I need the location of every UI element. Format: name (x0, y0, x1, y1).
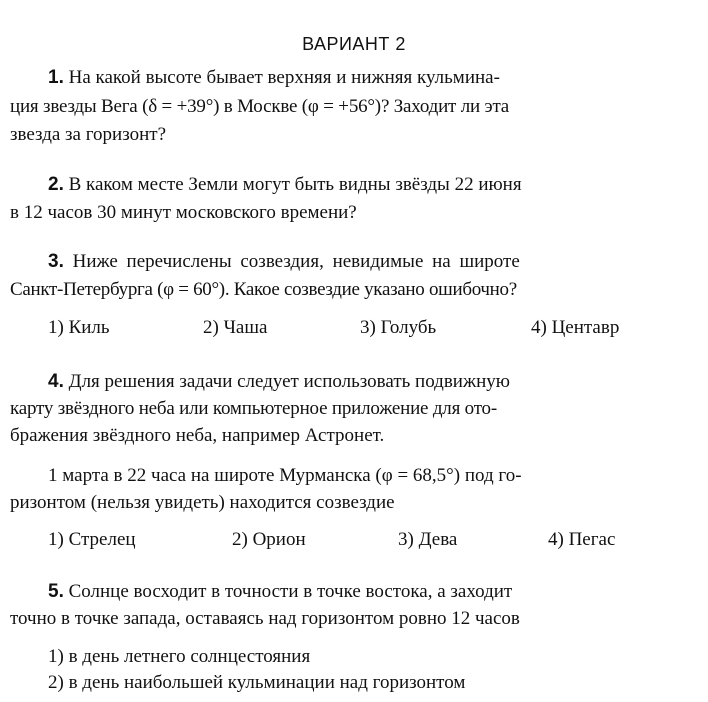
question-1-number: 1. (48, 67, 64, 88)
question-5-text-1: Солнце восходит в точности в точке востока, а заходит (68, 581, 513, 602)
question-5-option-2: 2) в день наибольшей кульминации над горизонтом (48, 672, 466, 693)
question-2-line-2: в 12 часов 30 минут московского времени? (10, 202, 357, 223)
question-5-line-1 (10, 580, 675, 604)
question-1-line-3: звезда за горизонт? (10, 124, 167, 145)
question-1-line-2: ция звезды Вега (δ = +39°) в Москве (φ = +56°)? Заходит ли эта (10, 96, 510, 117)
question-3-line-1 (10, 250, 675, 274)
question-2-text-1: В каком месте Земли могут быть видны звёзды 22 июня (68, 174, 522, 195)
question-4-line-4: 1 марта в 22 часа на широте Мурманска (φ = 68,5°) под го- (48, 465, 522, 486)
question-4-line-1 (10, 370, 675, 394)
question-4-text-1: Для решения задачи следует использовать подвижную (68, 371, 510, 392)
question-4-option-3: 3) Дева (398, 529, 458, 550)
question-4-option-2: 2) Орион (232, 529, 306, 550)
question-4-line-5: ризонтом (нельзя увидеть) находится созвездие (10, 492, 395, 513)
question-3-option-3: 3) Голубь (360, 317, 437, 338)
question-1-line-1 (10, 66, 675, 90)
question-4-number: 4. (48, 371, 64, 392)
question-4-option-4: 4) Пегас (548, 529, 616, 550)
question-5-number: 5. (48, 581, 64, 602)
question-4-option-1: 1) Стрелец (48, 529, 136, 550)
question-3-option-2: 2) Чаша (203, 317, 268, 338)
question-2-line-1 (10, 173, 675, 197)
question-5-option-1: 1) в день летнего солнцестояния (48, 646, 311, 667)
question-3-text-1: Ниже перечислены созвездия, невидимые на широте (72, 251, 520, 272)
question-4-line-3: бражения звёздного неба, например Астронет. (10, 425, 385, 446)
question-4-line-2: карту звёздного неба или компьютерное приложение для ото- (10, 398, 497, 419)
question-5-line-2: точно в точке запада, оставаясь над горизонтом ровно 12 часов (10, 608, 520, 629)
question-3-line-2: Санкт-Петербурга (φ = 60°). Какое созвездие указано ошибочно? (10, 279, 517, 300)
question-3-number: 3. (48, 251, 64, 272)
question-1-text-1: На какой высоте бывает верхняя и нижняя кульмина- (68, 67, 500, 88)
question-2-number: 2. (48, 174, 64, 195)
question-3-option-4: 4) Центавр (531, 317, 620, 338)
question-3-option-1: 1) Киль (48, 317, 110, 338)
variant-title: ВАРИАНТ 2 (302, 34, 406, 54)
